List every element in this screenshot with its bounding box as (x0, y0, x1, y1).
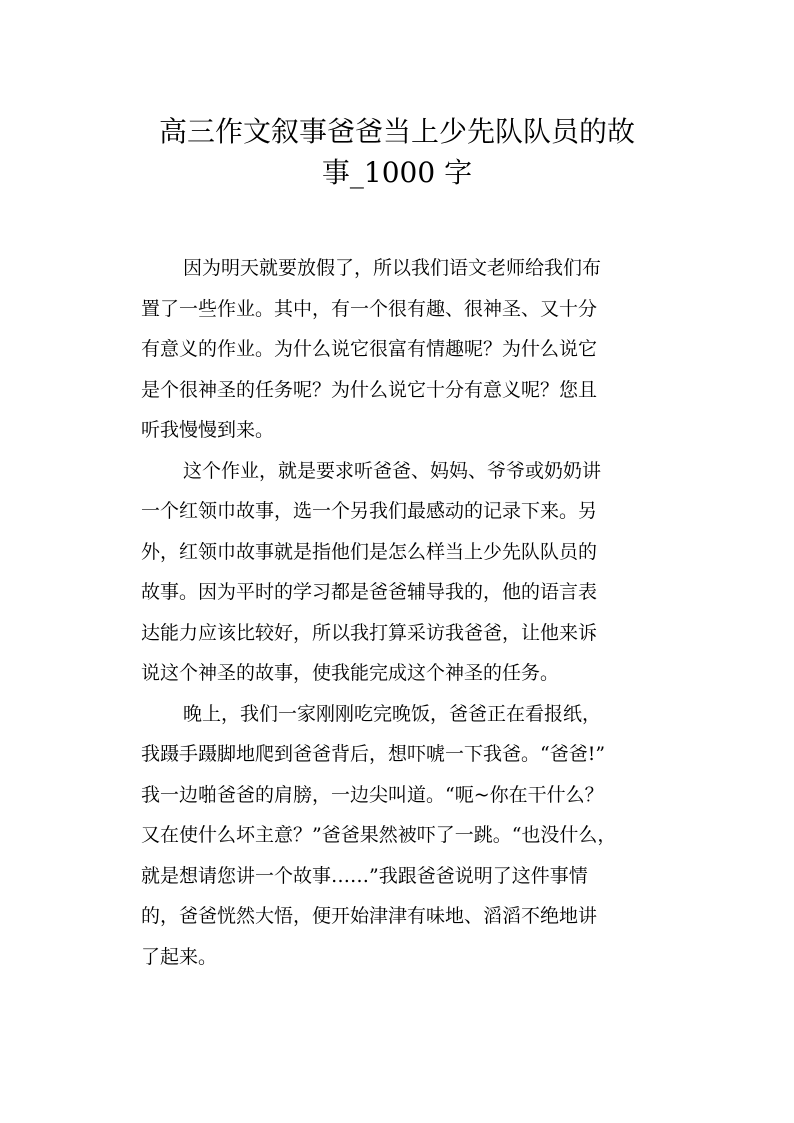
document-body (141, 248, 661, 977)
paragraph-line: 达能力应该比较好，所以我打算采访我爸爸，让他来诉 (141, 621, 598, 644)
paragraph (141, 451, 661, 694)
paragraph-line: 了起来。 (141, 945, 218, 968)
paragraph-line: 有意义的作业。为什么说它很富有情趣呢？为什么说它 (141, 338, 598, 360)
paragraph-line: 又在使什么坏主意？”爸爸果然被吓了一跳。“也没什么， (141, 824, 617, 846)
document-title (100, 108, 694, 189)
paragraph-line: 故事。因为平时的学习都是爸爸辅导我的，他的语言表 (141, 581, 598, 603)
paragraph-line: 这个作业，就是要求听爸爸、妈妈、爷爷或奶奶讲 (183, 459, 602, 482)
paragraph-line: 是个很神圣的任务呢？为什么说它十分有意义呢？您且 (141, 378, 598, 401)
paragraph-line: 的，爸爸恍然大悟，便开始津津有味地、滔滔不绝地讲 (141, 905, 598, 927)
paragraph-line: 一个红领巾故事，选一个另我们最感动的记录下来。另 (141, 500, 598, 522)
paragraph-line: 外，红领巾故事就是指他们是怎么样当上少先队队员的 (141, 540, 598, 563)
paragraph-line: 我蹑手蹑脚地爬到爸爸背后，想吓唬一下我爸。“爸爸!” (141, 743, 606, 765)
paragraph-line: 听我慢慢到来。 (141, 419, 275, 441)
paragraph-line: 我一边啪爸爸的肩膀，一边尖叫道。“呃~你在干什么？ (141, 783, 604, 806)
paragraph (141, 248, 661, 451)
paragraph-line: 因为明天就要放假了，所以我们语文老师给我们布 (183, 257, 602, 279)
paragraph-line: 置了一些作业。其中，有一个很有趣、很神圣、又十分 (141, 297, 598, 320)
paragraph (141, 694, 661, 978)
title-line: 事_1000 字 (321, 155, 473, 189)
paragraph-line: 就是想请您讲一个故事……”我跟爸爸说明了这件事情 (141, 864, 588, 887)
paragraph-line: 晚上，我们一家刚刚吃完晚饭，爸爸正在看报纸， (183, 702, 602, 725)
paragraph-line: 说这个神圣的故事，使我能完成这个神圣的任务。 (141, 662, 560, 684)
title-line: 高三作文叙事爸爸当上少先队队员的故 (158, 115, 635, 148)
